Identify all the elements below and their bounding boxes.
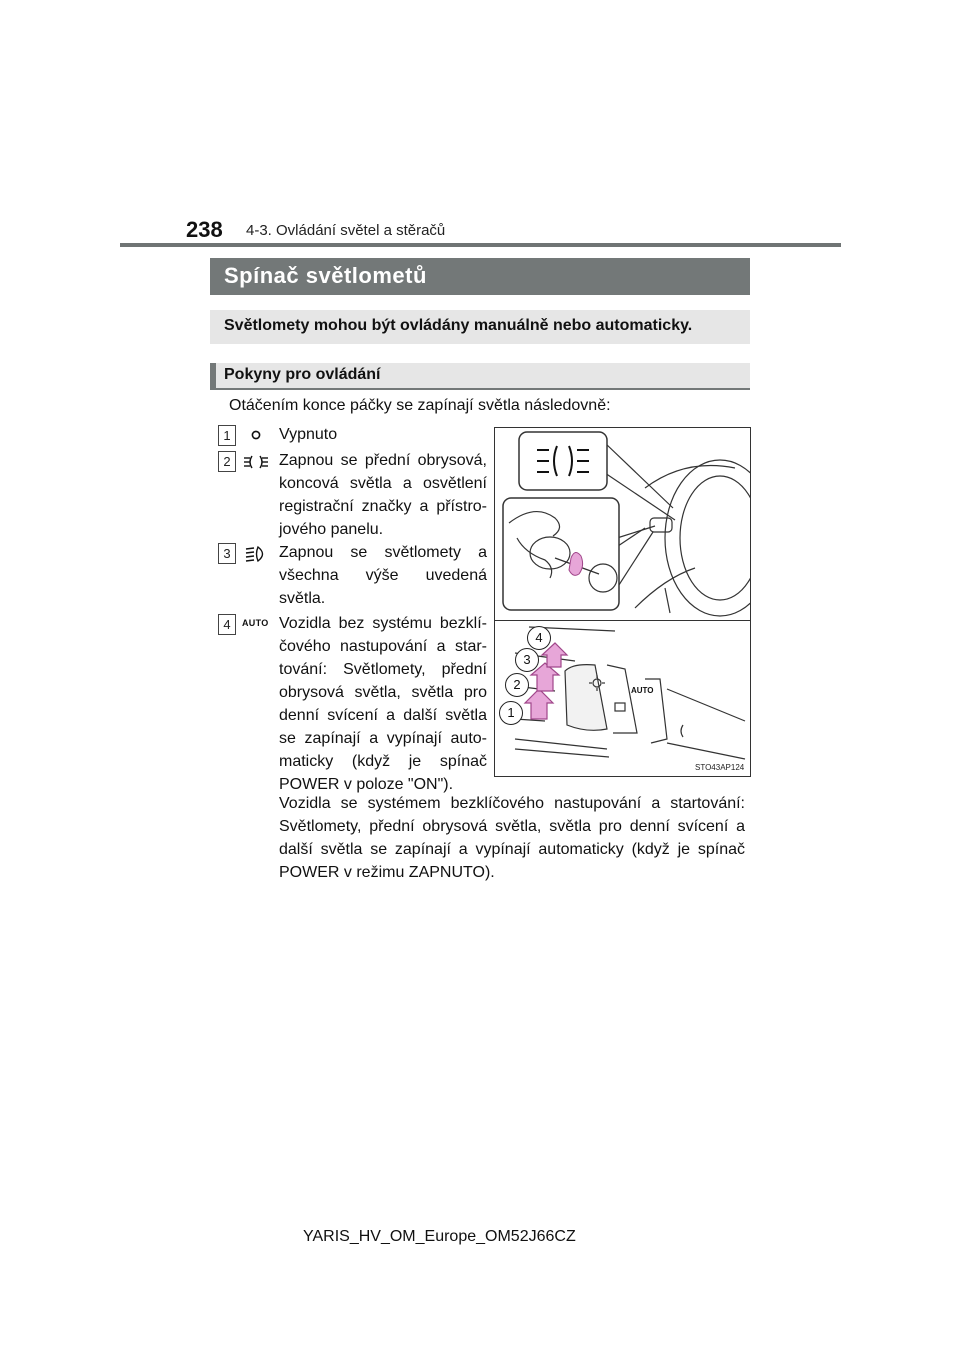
item-text-3: Zapnou se světlomety a všechna výše uvedená světla. [279,544,487,607]
item-text-1: Vypnuto [279,426,338,443]
figure-callout-2: 2 [505,673,529,697]
subheading: Pokyny pro ovládání [224,366,381,383]
subheading-bar [210,363,750,390]
intro-text: Světlomety mohou být ovládány manuálně nebo automaticky. [224,317,693,334]
headlight-icon [242,544,270,564]
section-title: 4-3. Ovládání světel a stěračů [246,222,446,239]
item-number-2: 2 [218,451,236,472]
item-text-2: Zapnou se přední obrysová, koncová světla a osvětlení registrační značky a přístrojového panelu. [279,452,487,538]
figure-callout-1: 1 [499,701,523,725]
title-bar [210,258,750,295]
figure-callout-4: 4 [527,626,551,650]
footer-doc-id: YARIS_HV_OM_Europe_OM52J66CZ [303,1228,576,1245]
intro-box [210,310,750,344]
item-number-1: 1 [218,425,236,446]
subheading-accent [210,363,216,388]
figure-code: STO43AP124 [695,763,745,772]
figure-headlight-switch [494,427,751,777]
lead-text: Otáčením konce páčky se zapínají světla následovně: [229,397,611,414]
item-number-3: 3 [218,543,236,564]
off-icon [242,426,270,446]
parking-lights-icon [242,452,270,472]
lever-auto-label: AUTO [631,686,654,695]
item-number-4: 4 [218,614,236,635]
page-number: 238 [186,217,223,242]
continuation-text: Vozidla se systémem bezklíčového nastupování a startování: Světlomety, přední obrysová světla, světla pro denní svícení a další světla se zapínají a vypínají automaticky (když je spínač POWER v režimu ZAPNUTO). [279,795,745,881]
dashboard-illustration [495,428,750,620]
header-rule [120,243,841,247]
auto-icon: AUTO [242,618,269,628]
page-title: Spínač světlometů [224,263,427,288]
figure-callout-3: 3 [515,648,539,672]
item-text-4: Vozidla bez systému bezklíčového nastupování a startování: Světlomety, přední obrysová světla, světla pro denní svícení a další světla se zapínají a vypínají automaticky (když je spínač POWER v poloze "ON"). [279,615,487,793]
